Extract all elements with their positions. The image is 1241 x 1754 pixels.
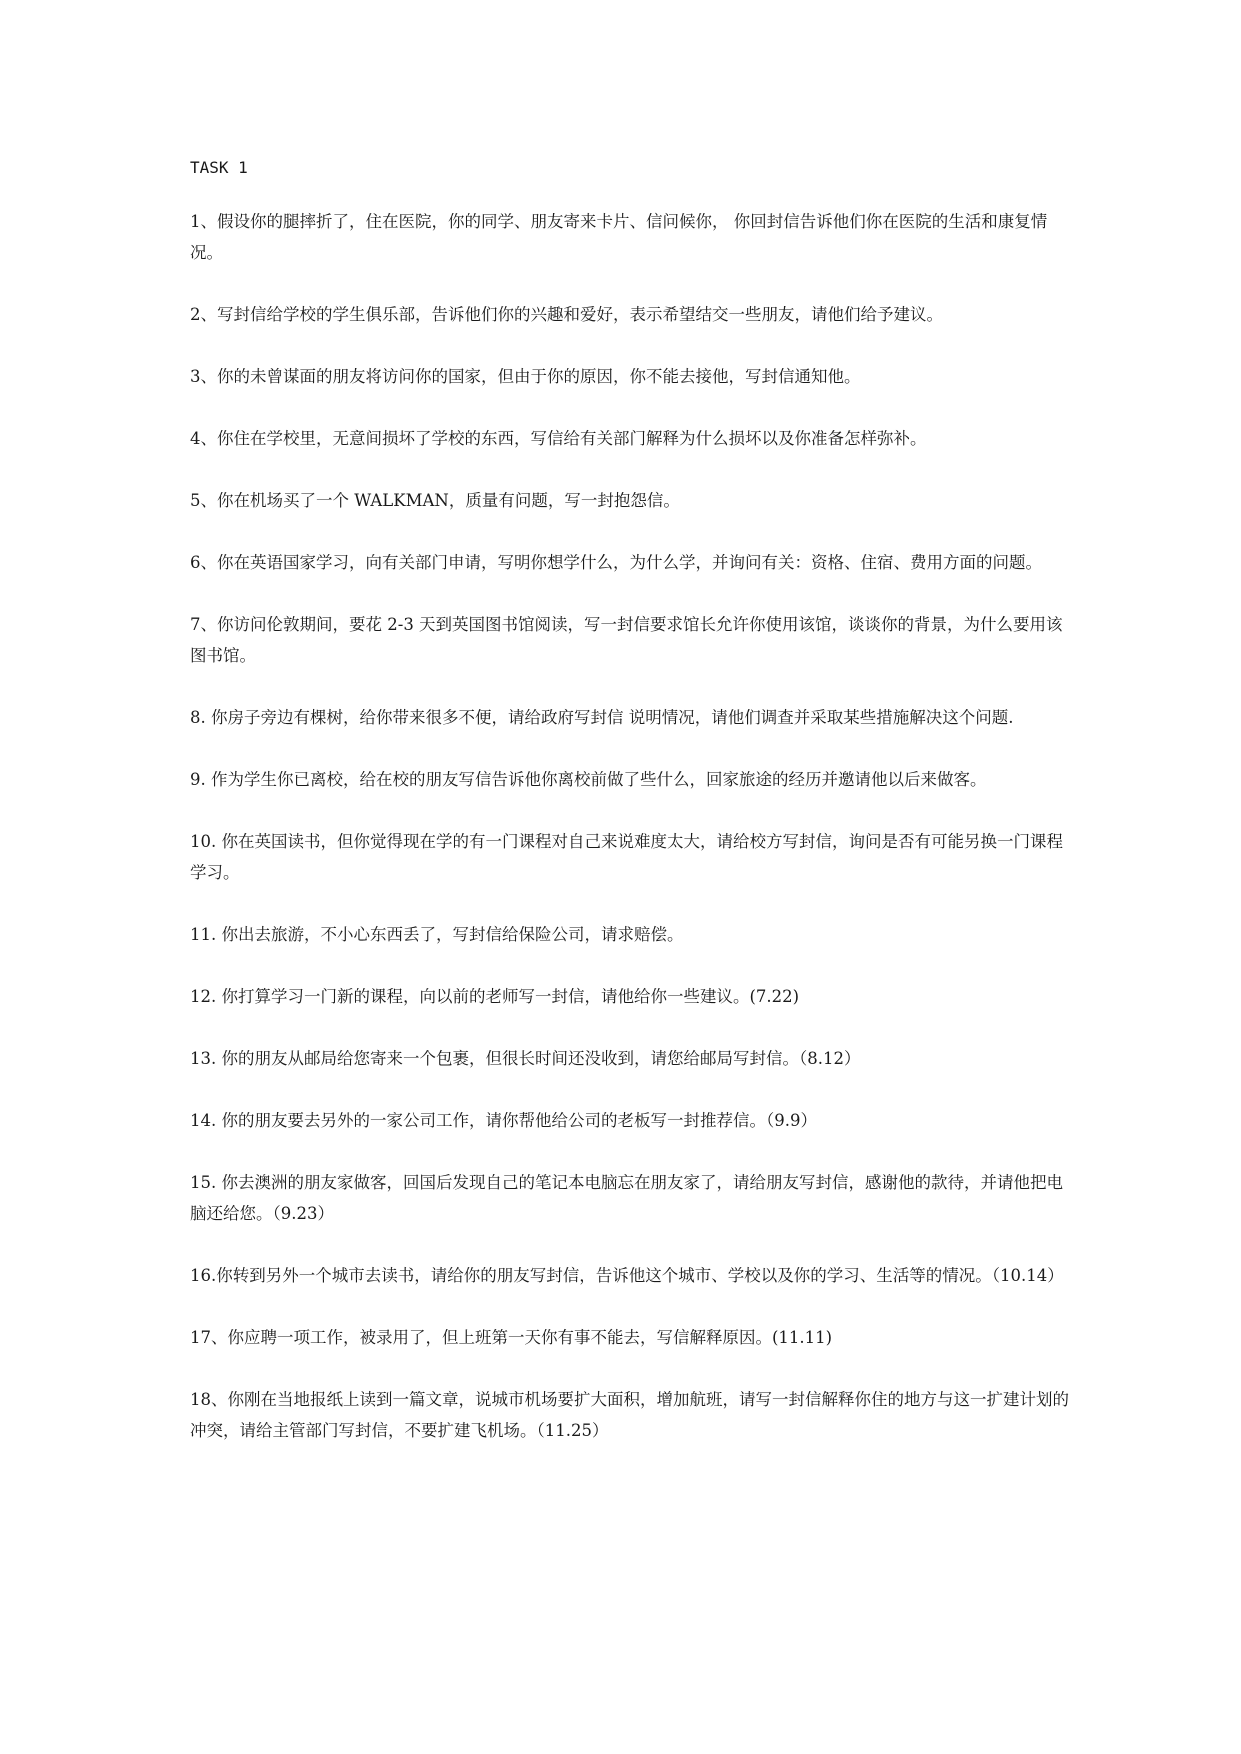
task-item-13: 13. 你的朋友从邮局给您寄来一个包裹，但很长时间还没收到，请您给邮局写封信。（8.12） <box>190 1049 861 1068</box>
task-item-1: 1、假设你的腿摔折了，住在医院，你的同学、朋友寄来卡片、信问候你， 你回封信告诉他们你在医院的生活和康复情况。 <box>190 212 1048 262</box>
task-item-10: 10. 你在英国读书，但你觉得现在学的有一门课程对自己来说难度太大，请给校方写封信，询问是否有可能另换一门课程学习。 <box>190 832 1063 882</box>
task-item-3: 3、你的未曾谋面的朋友将访问你的国家，但由于你的原因，你不能去接他，写封信通知他。 <box>190 367 861 386</box>
task-item-15: 15. 你去澳洲的朋友家做客，回国后发现自己的笔记本电脑忘在朋友家了，请给朋友写封信，感谢他的款待，并请他把电脑还给您。（9.23） <box>190 1173 1063 1223</box>
task-item-5: 5、你在机场买了一个 WALKMAN，质量有问题，写一封抱怨信。 <box>190 491 680 510</box>
task-item-17: 17、你应聘一项工作，被录用了，但上班第一天你有事不能去，写信解释原因。(11.11) <box>190 1328 833 1347</box>
task-item-11: 11. 你出去旅游，不小心东西丢了，写封信给保险公司，请求赔偿。 <box>190 925 684 944</box>
task-item-16: 16.你转到另外一个城市去读书，请给你的朋友写封信，告诉他这个城市、学校以及你的学习、生活等的情况。（10.14） <box>190 1266 1064 1285</box>
task-item-18: 18、你刚在当地报纸上读到一篇文章，说城市机场要扩大面积，增加航班，请写一封信解释你住的地方与这一扩建计划的冲突，请给主管部门写封信，不要扩建飞机场。（11.25） <box>190 1390 1069 1440</box>
task-item-12: 12. 你打算学习一门新的课程，向以前的老师写一封信，请他给你一些建议。(7.22) <box>190 987 800 1006</box>
task-item-4: 4、你住在学校里，无意间损坏了学校的东西，写信给有关部门解释为什么损坏以及你准备怎样弥补。 <box>190 429 927 448</box>
task-list <box>190 206 1070 1446</box>
task-item-14: 14. 你的朋友要去另外的一家公司工作，请你帮他给公司的老板写一封推荐信。（9.9） <box>190 1111 817 1130</box>
task-item-2: 2、写封信给学校的学生俱乐部，告诉他们你的兴趣和爱好，表示希望结交一些朋友，请他们给予建议。 <box>190 305 943 324</box>
task-item-7: 7、你访问伦敦期间，要花 2-3 天到英国图书馆阅读，写一封信要求馆长允许你使用该馆，谈谈你的背景，为什么要用该图书馆。 <box>190 615 1063 665</box>
task-item-8: 8. 你房子旁边有棵树，给你带来很多不便，请给政府写封信 说明情况，请他们调查并采取某些措施解决这个问题. <box>190 708 1014 727</box>
document-body <box>190 157 1070 1477</box>
document-title: TASK 1 <box>190 158 248 177</box>
task-item-9: 9. 作为学生你已离校，给在校的朋友写信告诉他你离校前做了些什么，回家旅途的经历并邀请他以后来做客。 <box>190 770 987 789</box>
task-item-6: 6、你在英语国家学习，向有关部门申请，写明你想学什么，为什么学，并询问有关：资格、住宿、费用方面的问题。 <box>190 553 1042 572</box>
